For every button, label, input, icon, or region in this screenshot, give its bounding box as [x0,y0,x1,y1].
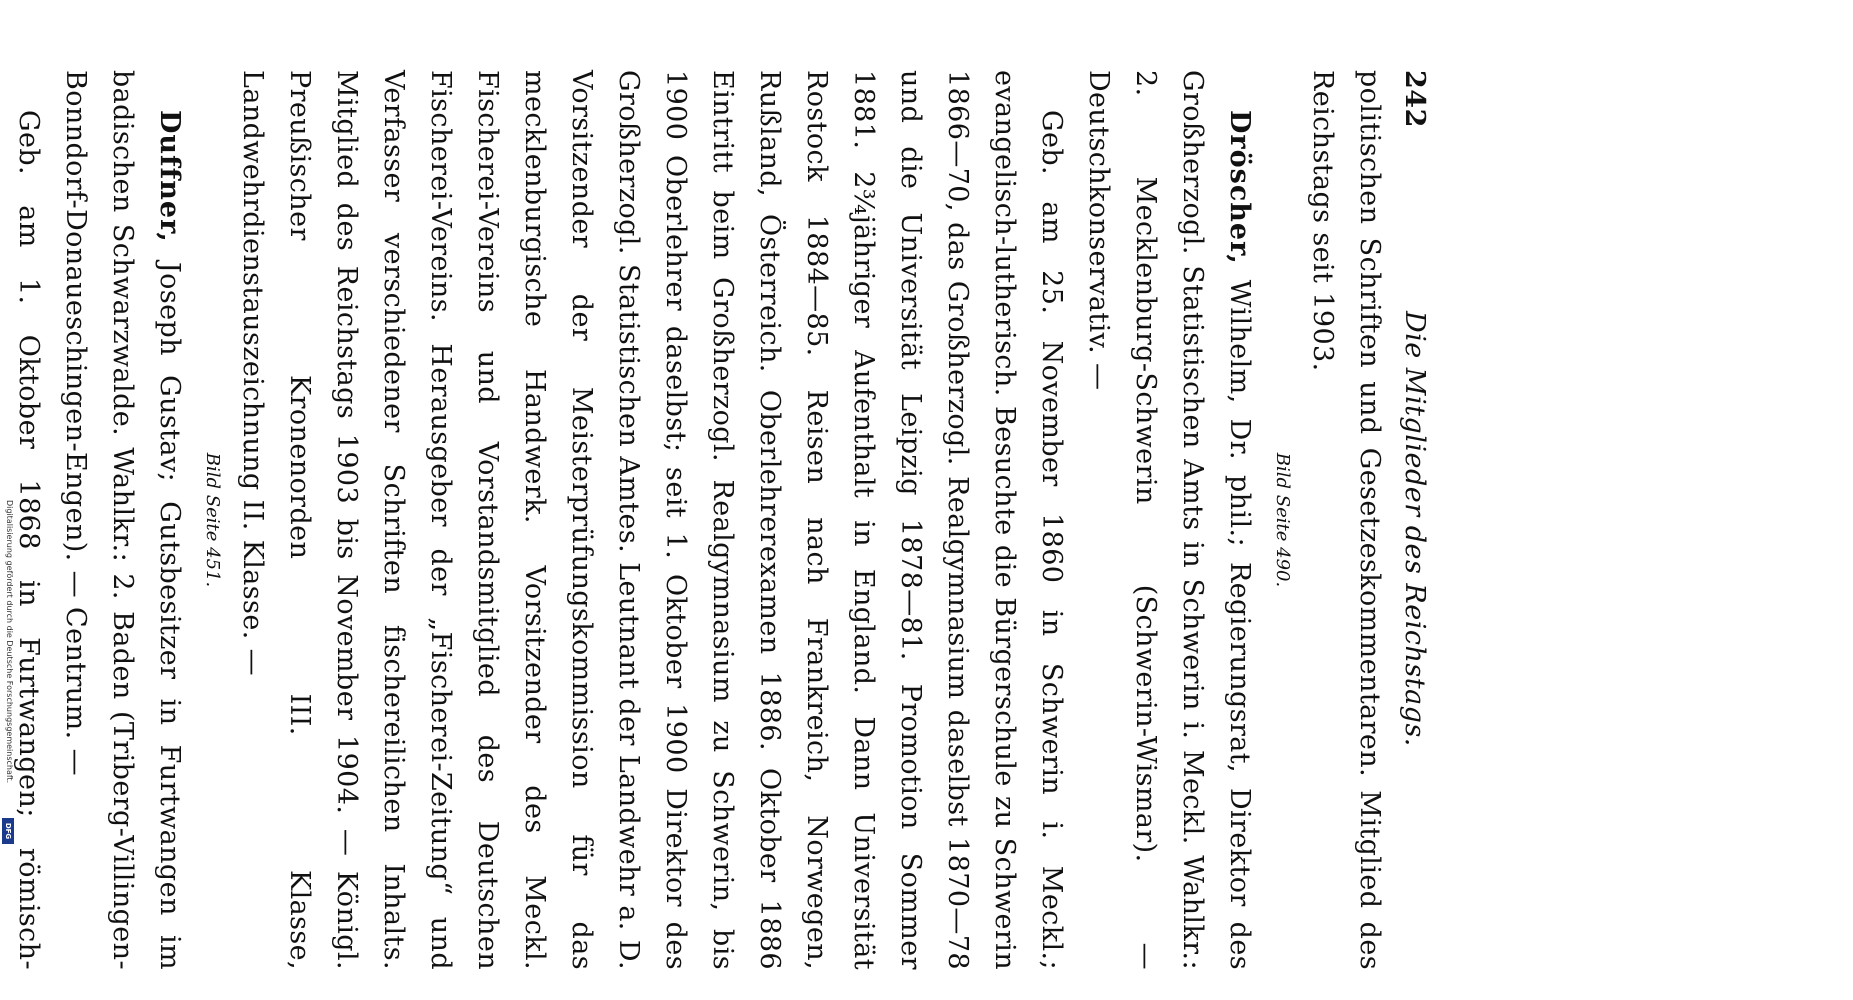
running-title: Die Mitglieder des Reichstags. [1399,310,1430,747]
picture-reference-1: Bild Seite 490. [1272,452,1293,588]
entry-name-droescher: Dröscher, [1224,110,1255,265]
picture-reference-2: Bild Seite 451. [202,452,223,588]
page-text-frame [13,70,1430,970]
credit-text: Digitalisierung gefördert durch die Deutsche Forschungsgemeinschaft. [5,500,14,784]
bio-duffner: Geb. am 1. Oktober 1868 in Furtwangen; römisch- [13,110,44,970]
entry-droescher [1075,70,1263,970]
entry-text-droescher: Wilhelm, Dr. phil.; Regierungsrat, Direktor des Großherzogl. Statistischen Amts in Schwerin i. Meckl. Wahlkr.: 2. Mecklenburg-Schwerin (Schwerin-Wismar). — Deutschkonservativ. — [1083,70,1255,970]
dfg-logo-text: DFG [4,822,12,840]
entry-duffner [52,70,193,970]
intro-paragraph: politischen Schriften und Gesetzeskommentaren. Mitglied des Reichstags seit 1903. [1307,70,1385,970]
bio-droescher: Geb. am 25. November 1860 in Schwerin i. Meckl.; evangelisch-lutherisch. Besuchte die Bürgerschule zu Schwerin 1866—70, das Großherzogl. Realgymnasium daselbst 1870—78 und die Universität Leipzig 1878—81. Promotion Sommer 1881. 2¾jähriger Aufenthalt in England. Dann Universität Rostock 1884—85. Reisen nach Frankreich, Norwegen, Rußland, Österreich. Oberlehrerexamen 1886. Oktober 1886 Eintritt beim Großherzogl. Realgymnasium zu Schwerin, bis 1900 Oberlehrer daselbst; seit 1. Oktober 1900 Direktor des Großherzogl. Statistischen Amtes. Leutnant der Landwehr a. D. Vorsitzender der Meisterprüfungskommission für das mecklenburgische Handwerk. Vorsitzender des Meckl. Fischerei-Vereins und Vorstandsmitglied des Deutschen Fischerei-Vereins. Herausgeber der „Fischerei-Zeitung“ und Verfasser verschiedener Schriften fischereilichen Inhalts. Mitglied des Reichstags 1903 bis November 1904. — Königl. Preußischer Kronenorden III. Klasse, Landwehrdienstauszeichnung II. Klasse. — [237,70,1067,970]
entry-text-duffner: Joseph Gustav; Gutsbesitzer in Furtwangen im badischen Schwarzwalde. Wahlkr.: 2. Baden (Triberg-Villingen-Bonndorf-Donaueschingen-Engen). — Centrum. — [60,70,185,970]
page-number: 242 [1399,70,1430,128]
entry-name-duffner: Duffner, [154,110,185,243]
page-header [1399,70,1430,970]
